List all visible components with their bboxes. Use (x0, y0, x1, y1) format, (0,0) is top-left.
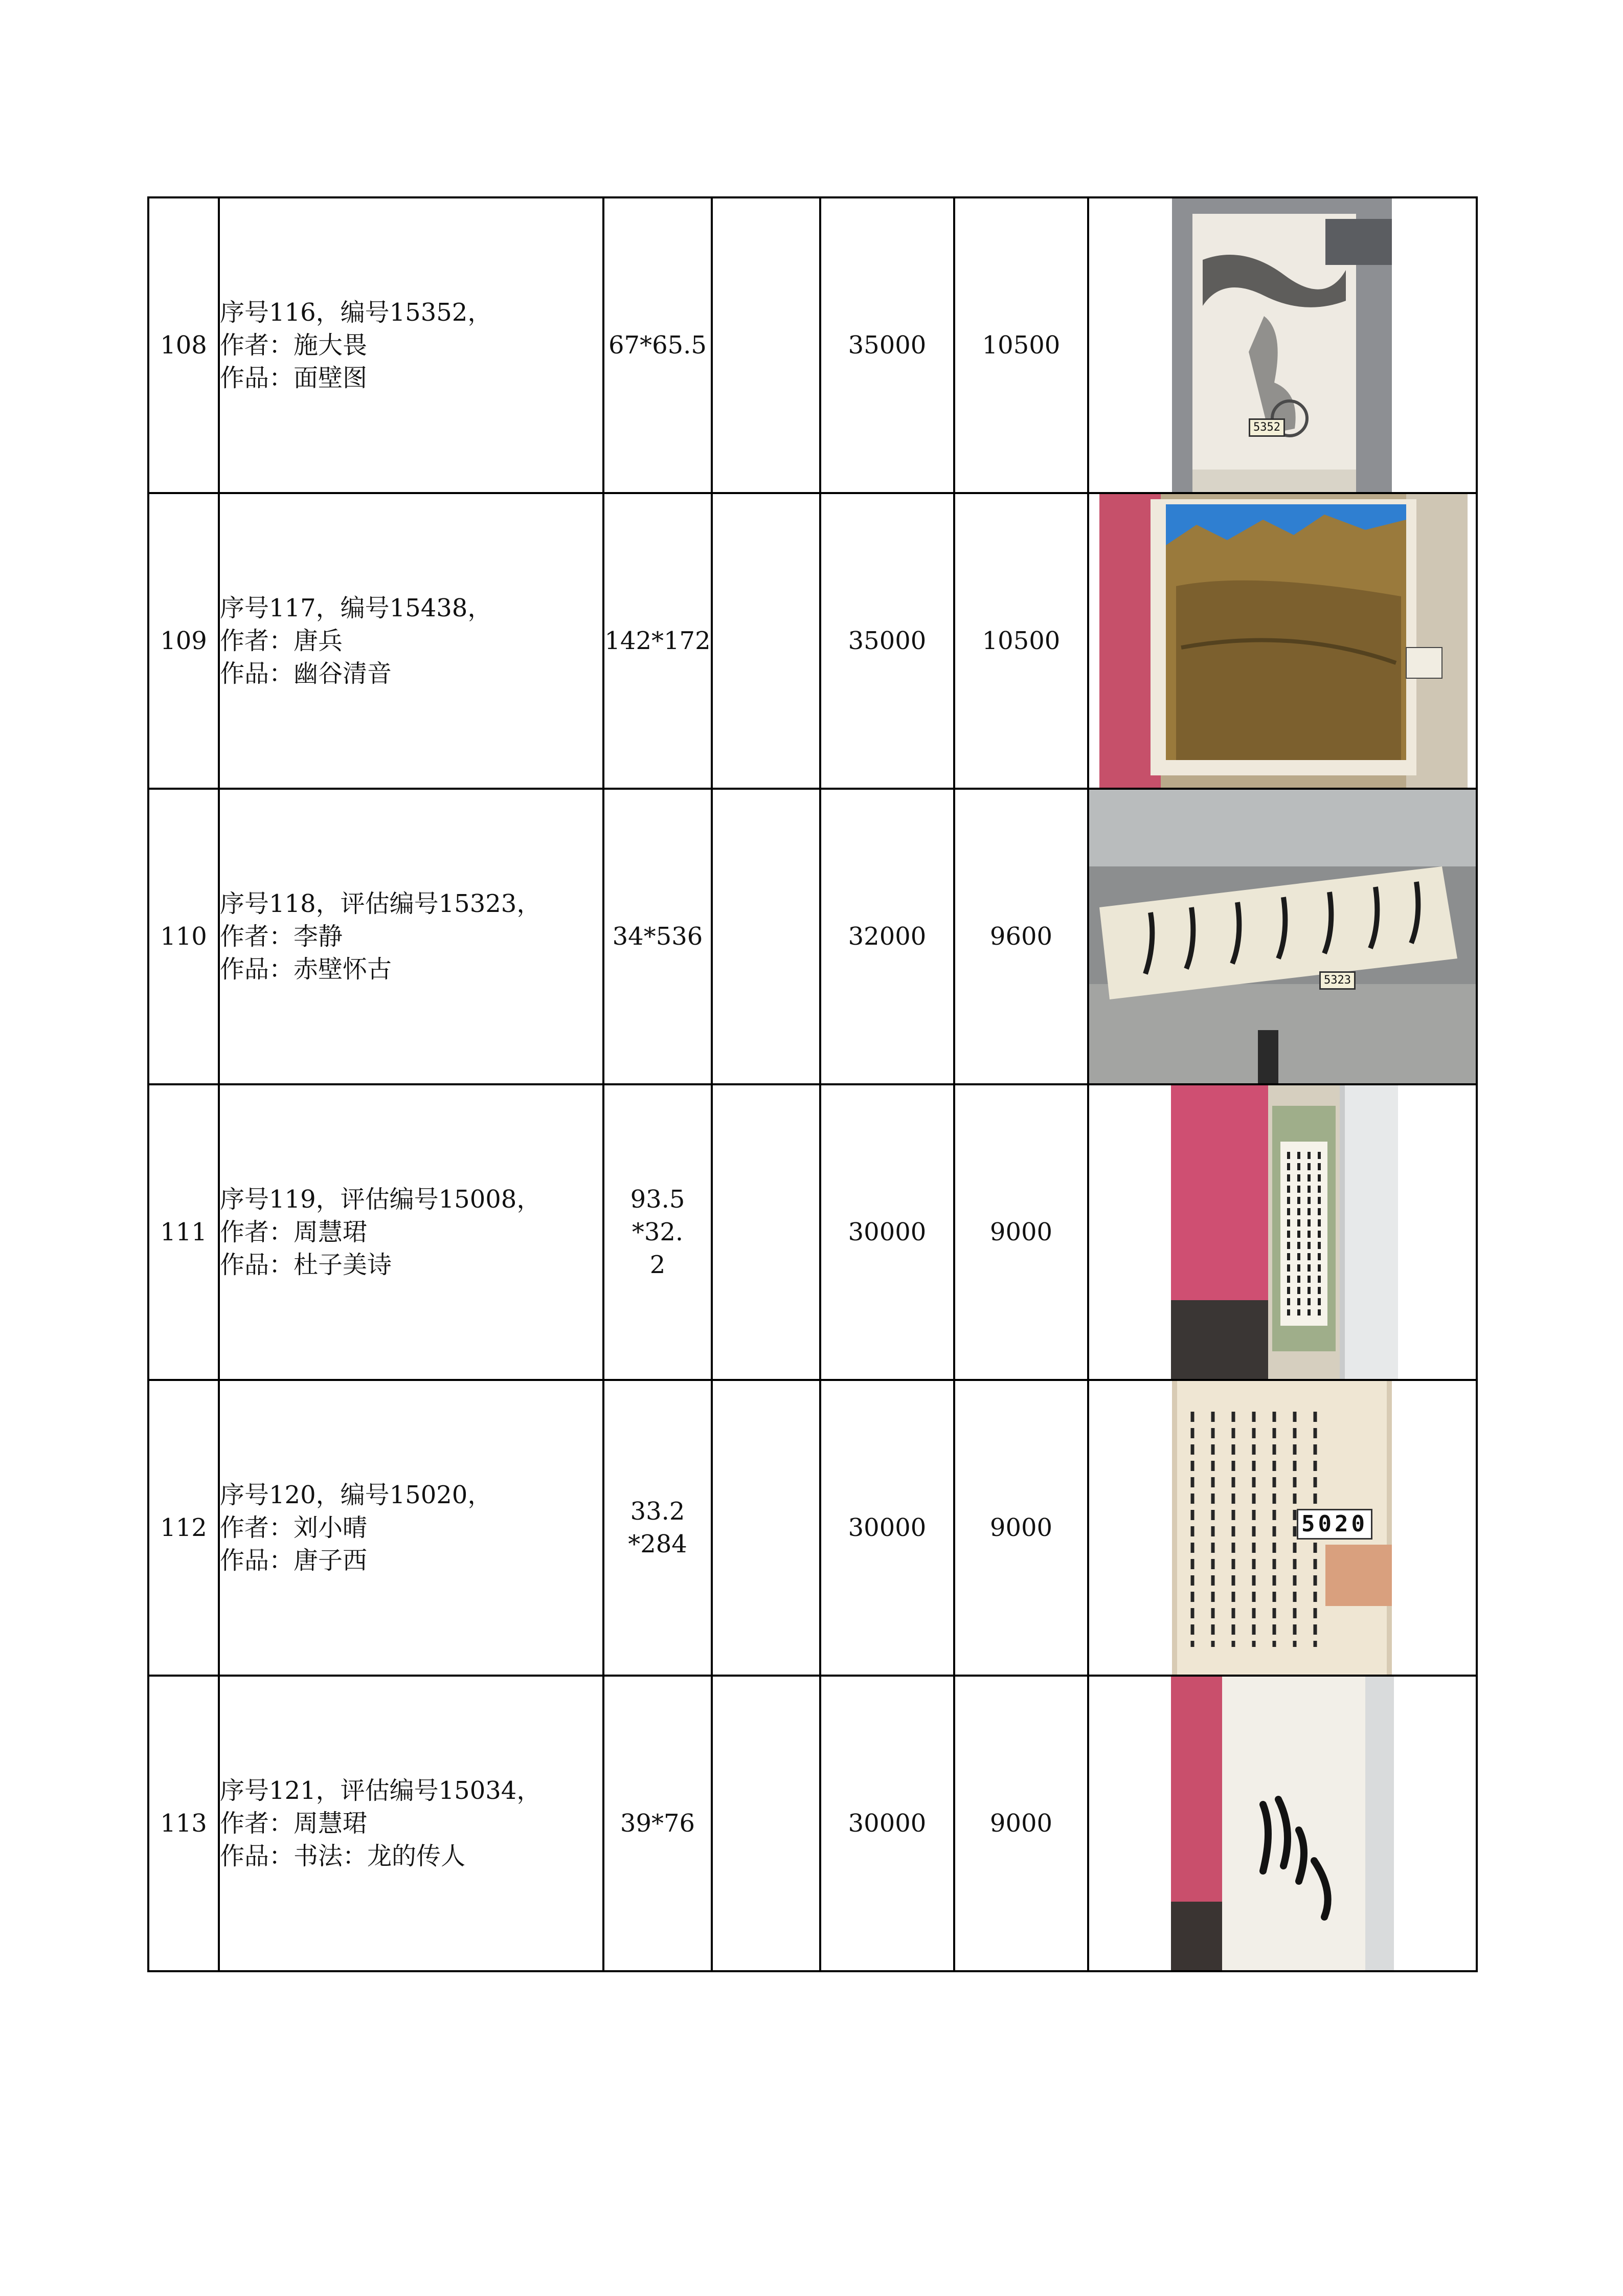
title-line: 作品：书法：龙的传人 (220, 1842, 466, 1870)
blank-cell (712, 1676, 820, 1971)
artwork-photo (1171, 1677, 1394, 1970)
artwork-photo-cell (1088, 789, 1477, 1084)
price-cell: 9000 (954, 1380, 1088, 1676)
price-cell: 9600 (954, 789, 1088, 1084)
artwork-photo (1099, 494, 1468, 788)
blank-cell (712, 1380, 820, 1676)
dimensions-cell: 142*172 (603, 493, 712, 789)
price-cell: 9000 (954, 1676, 1088, 1971)
table-row (148, 1676, 1477, 1971)
artwork-photo-cell (1088, 493, 1477, 789)
title-line: 作品：杜子美诗 (220, 1251, 392, 1279)
lot-reference: 序号120，编号15020， (220, 1481, 492, 1509)
row-number: 111 (148, 1084, 219, 1380)
price-cell: 10500 (954, 493, 1088, 789)
row-number: 109 (148, 493, 219, 789)
lot-reference: 序号119，评估编号15008， (220, 1185, 542, 1214)
artwork-photo (1089, 790, 1476, 1083)
artwork-photo (1172, 198, 1392, 492)
row-number: 112 (148, 1380, 219, 1676)
blank-cell (712, 789, 820, 1084)
row-number: 113 (148, 1676, 219, 1971)
value-cell: 30000 (820, 1084, 954, 1380)
price-cell: 10500 (954, 197, 1088, 493)
artwork-description (219, 197, 603, 493)
artwork-description (219, 1676, 603, 1971)
title-line: 作品：面壁图 (220, 364, 368, 392)
blank-cell (712, 197, 820, 493)
lot-number-tag: 5352 (1249, 418, 1285, 437)
artwork-photo-cell (1088, 197, 1477, 493)
artwork-photo (1172, 1381, 1392, 1675)
dimensions-cell: 67*65.5 (603, 197, 712, 493)
row-number: 110 (148, 789, 219, 1084)
artist-line: 作者：刘小晴 (220, 1513, 368, 1542)
dimensions-cell (603, 1380, 712, 1676)
title-line: 作品：赤壁怀古 (220, 955, 392, 984)
dimensions-text: 93.5*32.2 (630, 1185, 685, 1279)
dimensions-text: 33.2*284 (628, 1497, 687, 1558)
artwork-photo-cell (1088, 1676, 1477, 1971)
value-cell: 35000 (820, 493, 954, 789)
blank-cell (712, 1084, 820, 1380)
lot-reference: 序号116，编号15352， (220, 298, 492, 327)
value-cell: 35000 (820, 197, 954, 493)
table-row (148, 493, 1477, 789)
artwork-photo-cell (1088, 1380, 1477, 1676)
table-row (148, 789, 1477, 1084)
lot-reference: 序号118，评估编号15323， (220, 889, 542, 918)
artwork-photo (1171, 1085, 1398, 1379)
dimensions-cell: 34*536 (603, 789, 712, 1084)
artist-line: 作者：李静 (220, 922, 343, 951)
lot-number-tag: 5323 (1319, 971, 1356, 990)
table-row (148, 1084, 1477, 1380)
title-line: 作品：幽谷清音 (220, 659, 392, 688)
artwork-description (219, 493, 603, 789)
title-line: 作品：唐子西 (220, 1546, 368, 1575)
artwork-description (219, 789, 603, 1084)
lot-reference: 序号117，编号15438， (220, 594, 492, 622)
artwork-description (219, 1380, 603, 1676)
lot-reference: 序号121，评估编号15034， (220, 1776, 542, 1805)
artist-line: 作者：唐兵 (220, 627, 343, 655)
artwork-description (219, 1084, 603, 1380)
value-cell: 32000 (820, 789, 954, 1084)
blank-cell (712, 493, 820, 789)
catalog-table (147, 196, 1478, 1972)
artist-line: 作者：施大畏 (220, 331, 368, 360)
value-cell: 30000 (820, 1380, 954, 1676)
artist-line: 作者：周慧珺 (220, 1218, 368, 1246)
artwork-photo-cell (1088, 1084, 1477, 1380)
value-cell: 30000 (820, 1676, 954, 1971)
table-row (148, 197, 1477, 493)
price-cell: 9000 (954, 1084, 1088, 1380)
lot-number-tag: 5020 (1297, 1509, 1372, 1540)
table-row (148, 1380, 1477, 1676)
artist-line: 作者：周慧珺 (220, 1809, 368, 1838)
row-number: 108 (148, 197, 219, 493)
dimensions-cell (603, 1084, 712, 1380)
dimensions-cell: 39*76 (603, 1676, 712, 1971)
